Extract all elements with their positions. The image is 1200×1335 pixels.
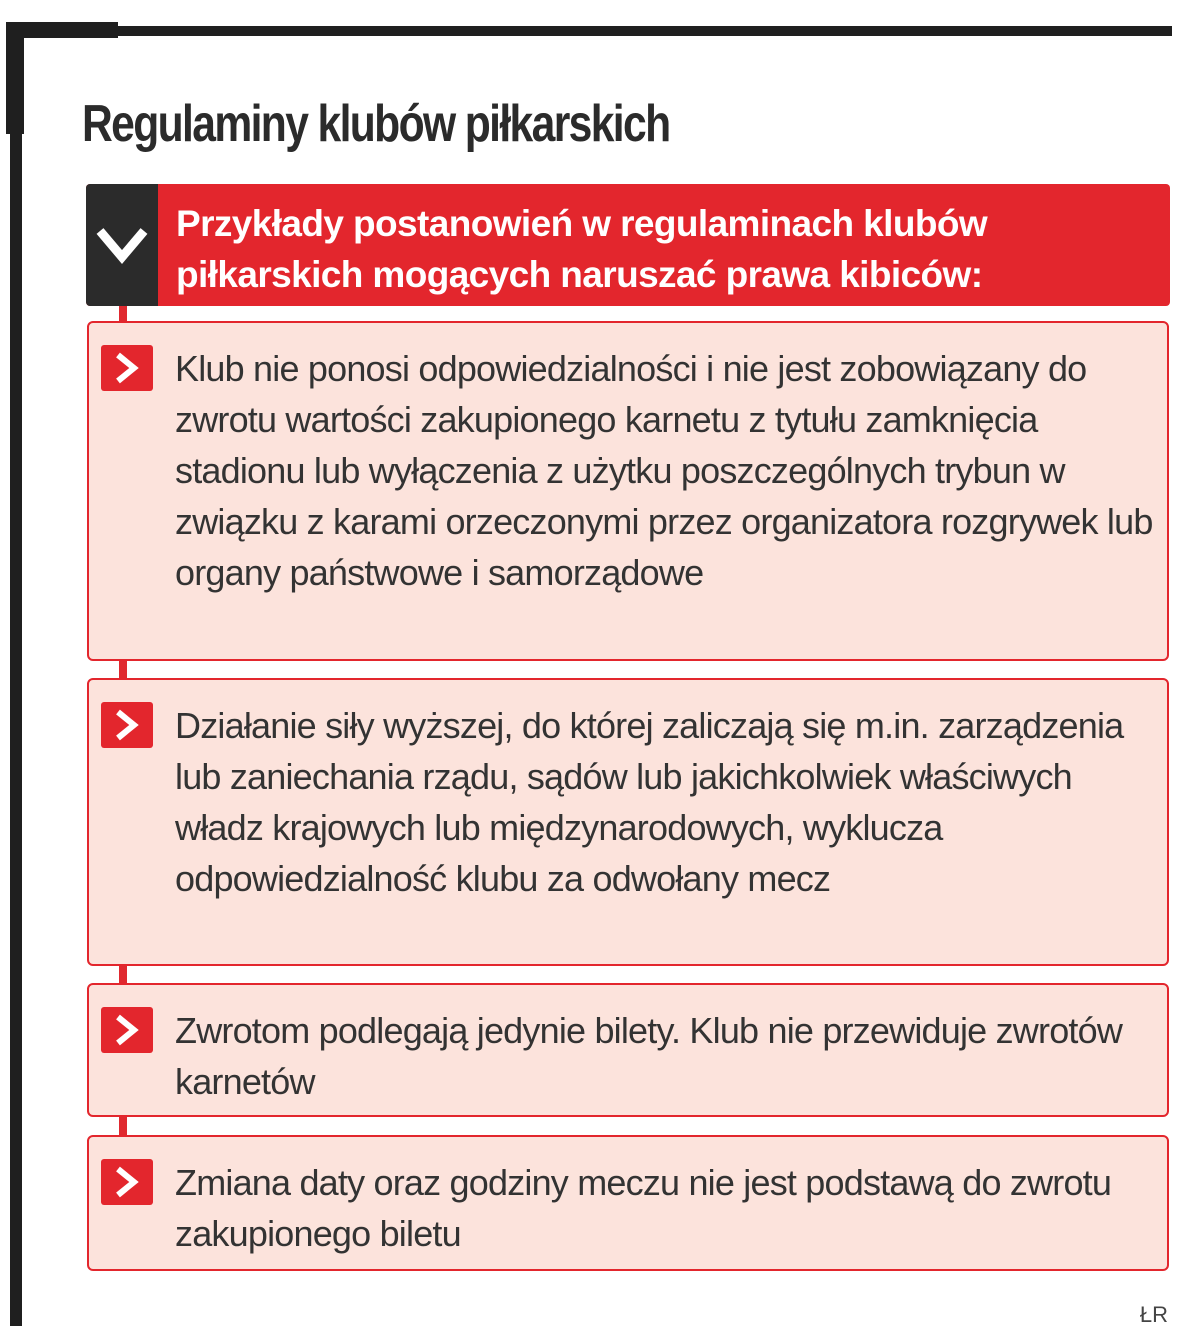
source-credit: ŁR: [1139, 1302, 1168, 1327]
frame-left-rule-thick: [6, 26, 24, 134]
chevron-right-icon: [101, 1007, 153, 1053]
chevron-right-icon: [101, 702, 153, 748]
section-header: [86, 184, 1170, 306]
list-item: [87, 983, 1169, 1117]
page-title: Regulaminy klubów piłkarskich: [82, 95, 670, 153]
chevron-right-icon: [101, 345, 153, 391]
list-item: [87, 678, 1169, 966]
frame-top-rule: [6, 26, 1172, 36]
frame-left-rule: [10, 26, 22, 1326]
header-icon-block: [86, 184, 158, 306]
list-item-text: Klub nie ponosi odpowiedzialności i nie jest zobowiązany do zwrotu wartości zakupionego karnetu z tytułu zamknięcia stadionu lub wyłączenia z użytku poszczególnych trybun w związku z karami orzeczonymi przez organizatora rozgrywek lub organy państwowe i samorządowe: [175, 348, 1153, 593]
list-item: [87, 321, 1169, 661]
list-item-text: Działanie siły wyższej, do której zaliczają się m.in. zarządzenia lub zaniechania rządu, sądów lub jakichkolwiek właściwych władz krajowych lub międzynarodowych, wyklucza odpowiedzialność klubu za odwołany mecz: [175, 705, 1124, 899]
chevron-right-icon: [101, 1159, 153, 1205]
list-item-text: Zwrotom podlegają jedynie bilety. Klub nie przewiduje zwrotów karnetów: [175, 1010, 1123, 1102]
list-item-text: Zmiana daty oraz godziny meczu nie jest podstawą do zwrotu zakupionego biletu: [175, 1162, 1112, 1254]
list-item: [87, 1135, 1169, 1271]
header-text: Przykłady postanowień w regulaminach klubów piłkarskich mogących naruszać prawa kibiców:: [176, 203, 988, 295]
chevron-down-icon: [94, 225, 150, 265]
